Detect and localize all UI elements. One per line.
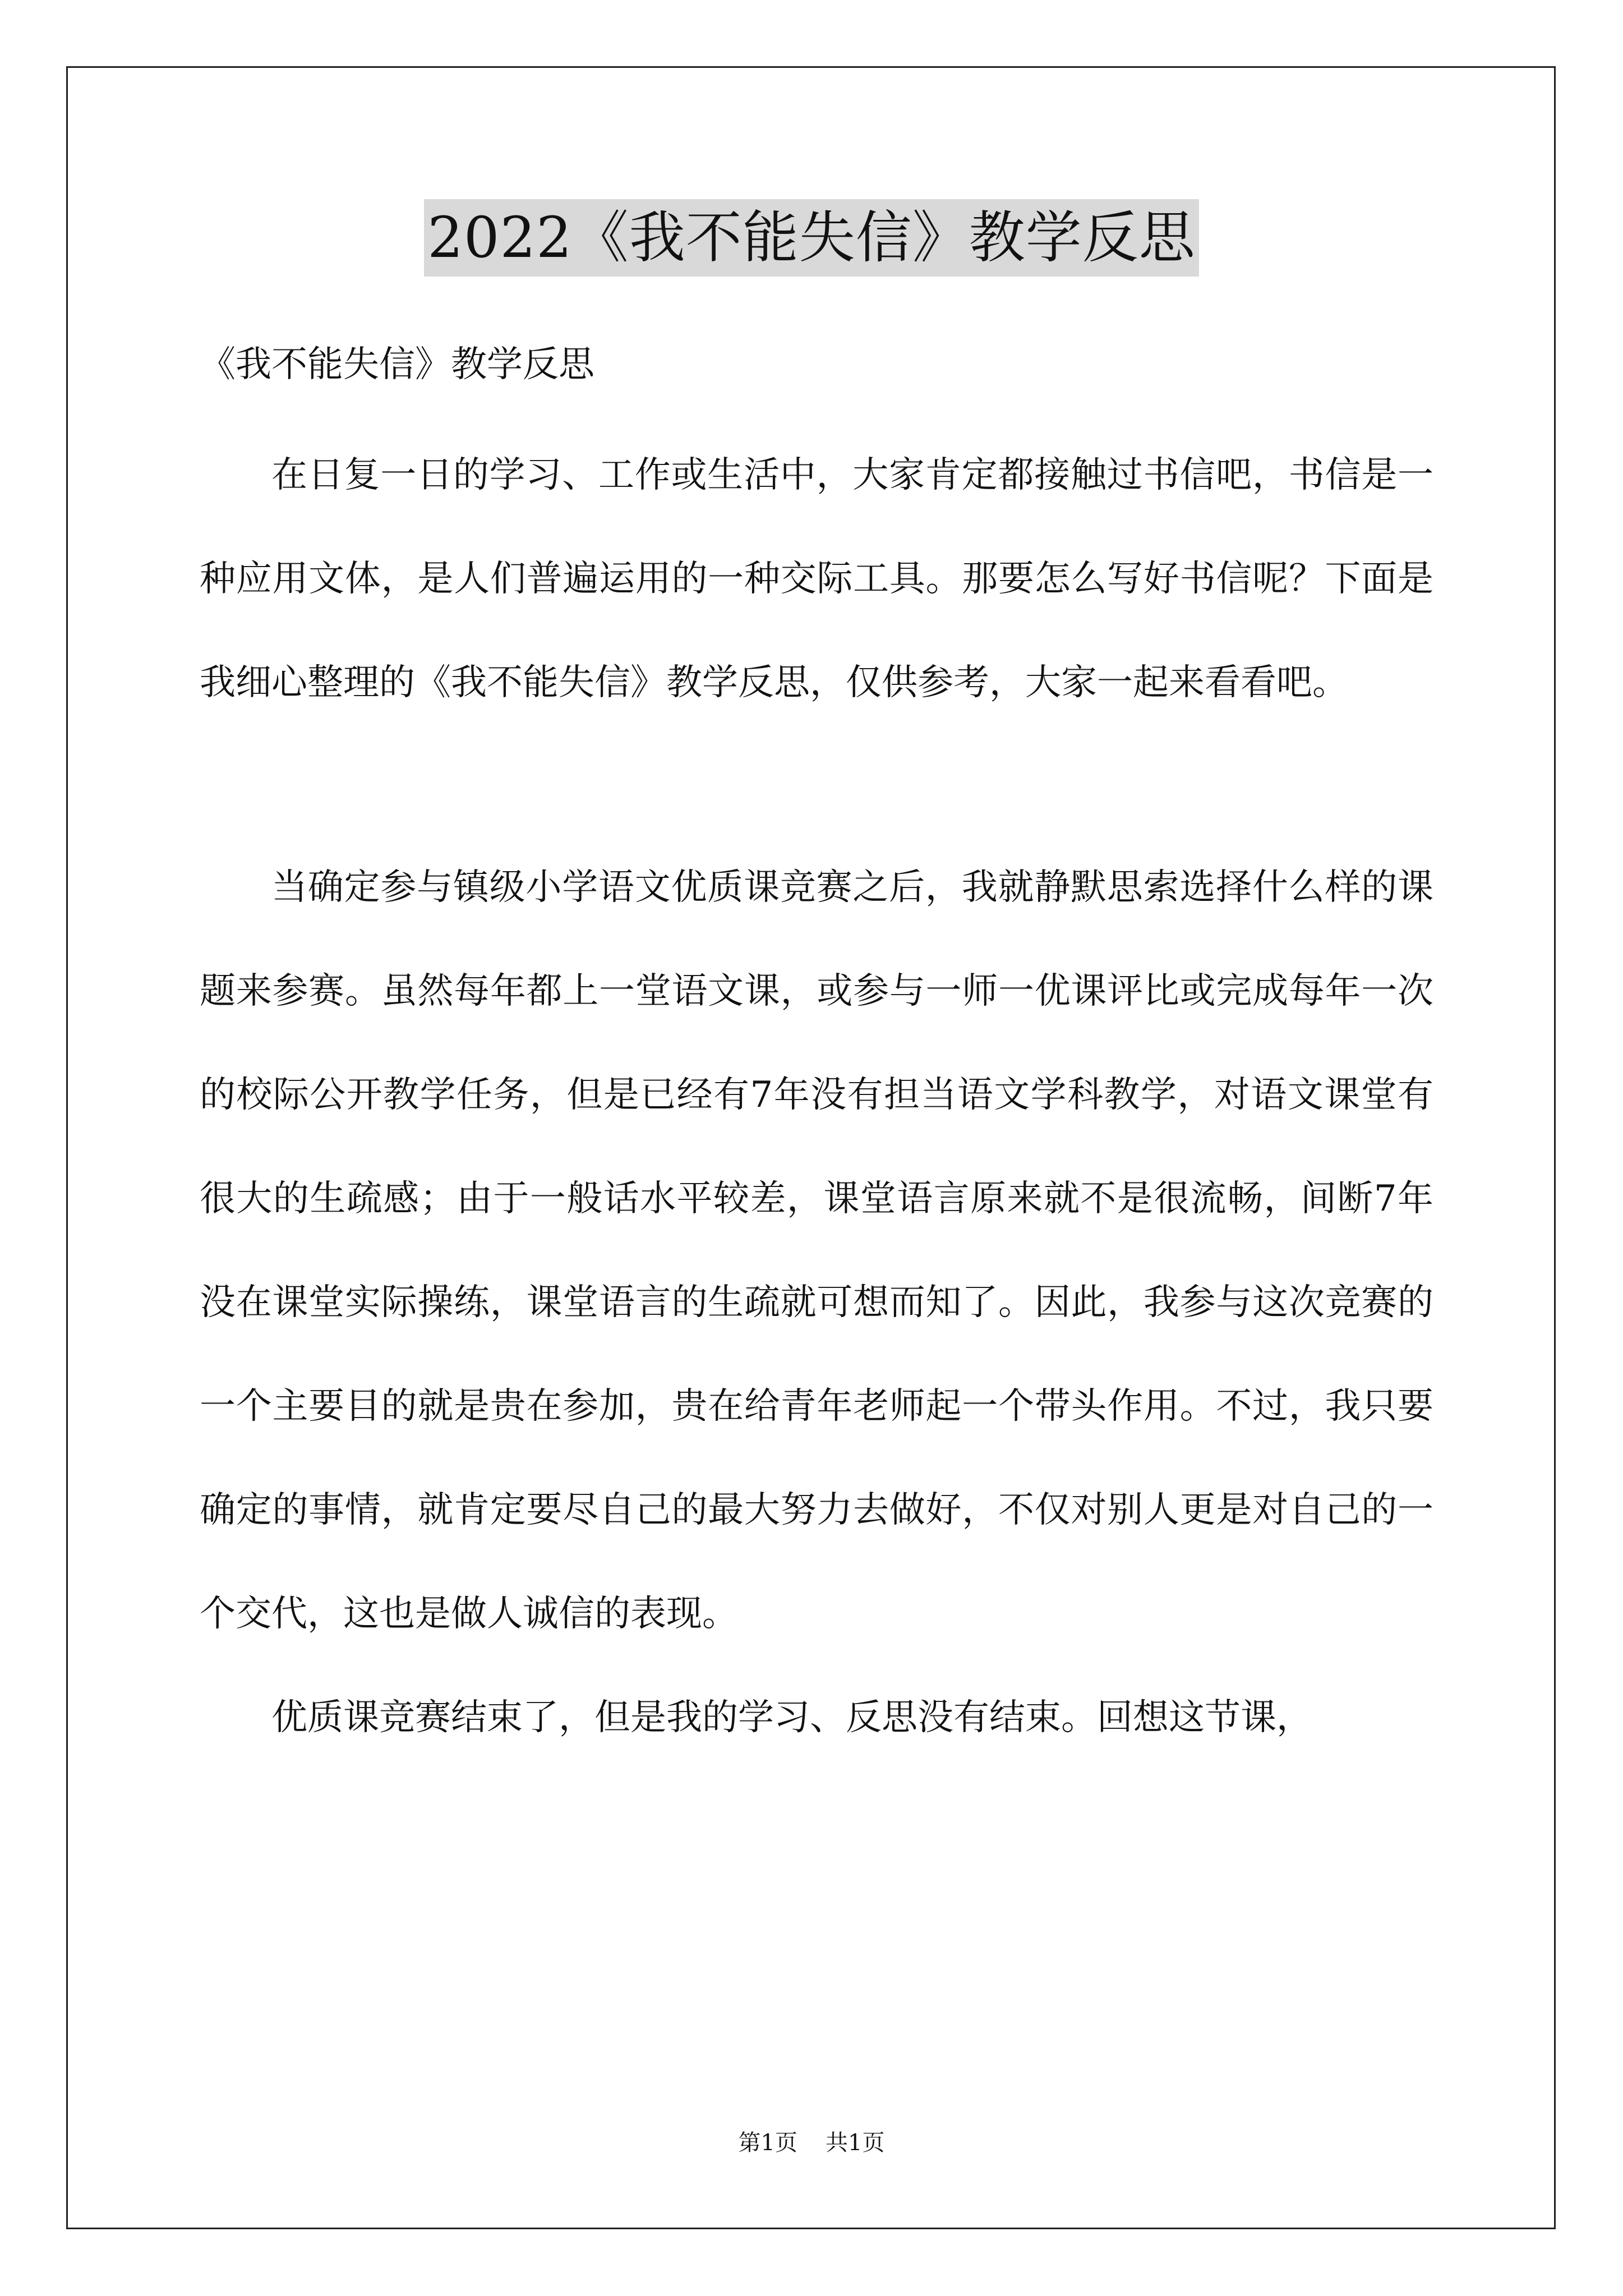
document-body (200, 306, 1433, 1770)
page-number-total: 共1页 (826, 2130, 885, 2156)
page-footer (0, 2126, 1623, 2160)
paragraph-continued: 优质课竞赛结束了，但是我的学习、反思没有结束。回想这节课， (271, 1697, 1312, 1738)
paragraph-main: 当确定参与镇级小学语文优质课竞赛之后，我就静默思索选择什么样的课题来参赛。虽然每年都上一堂语文课，或参与一师一优课评比或完成每年一次的校际公开教学任务，但是已经有7年没有担当语文学科教学，对语文课堂有很大的生疏感；由于一般话水平较差，课堂语言原来就不是很流畅，间断7年没在课堂实际操练，课堂语言的生疏就可想而知了。因此，我参与这次竞赛的一个主要目的就是贵在参加，贵在给青年老师起一个带头作用。不过，我只要确定的事情，就肯定要尽自己的最大努力去做好，不仅对别人更是对自己的一个交代，这也是做人诚信的表现。 (200, 867, 1433, 1635)
paragraph-gap (200, 735, 1433, 836)
title-container (0, 199, 1623, 277)
paragraph-intro: 在日复一日的学习、工作或生活中，大家肯定都接触过书信吧，书信是一种应用文体，是人们普遍运用的一种交际工具。那要怎么写好书信呢？下面是我细心整理的《我不能失信》教学反思，仅供参考，大家一起来看看吧。 (200, 454, 1433, 703)
document-title: 2022《我不能失信》教学反思 (424, 199, 1199, 277)
document-subtitle: 《我不能失信》教学反思 (200, 344, 594, 385)
page-number-current: 第1页 (738, 2130, 797, 2156)
